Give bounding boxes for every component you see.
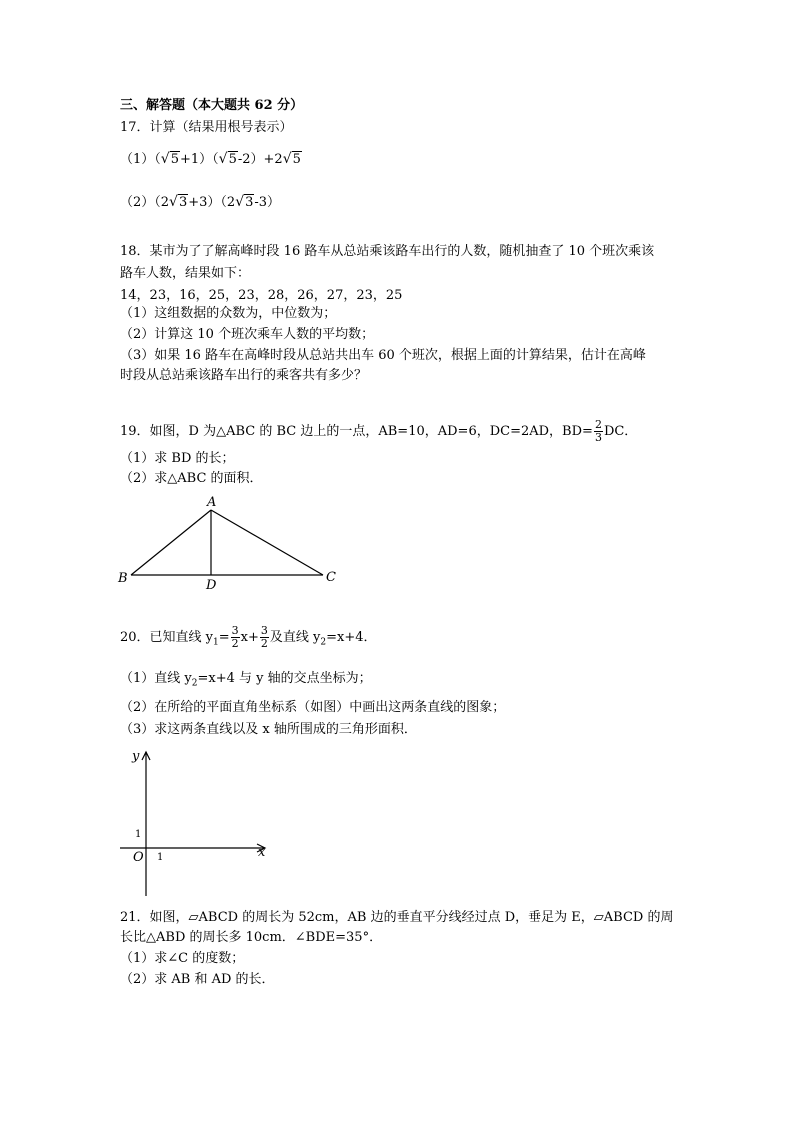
fraction-three-halves-a: $\frac{3}{2}$ (231, 624, 239, 650)
label-c: C (326, 570, 336, 585)
fraction-three-halves-b: $\frac{3}{2}$ (260, 624, 268, 650)
q18-line1: 18．某市为了了解高峰时段 16 路车从总站乘该路车出行的人数，随机抽查了 10 个班次乘该 (120, 244, 655, 259)
q21-sub1: （1）求∠C 的度数； (120, 951, 245, 966)
q19-sub2: （2）求△ABC 的面积． (120, 471, 263, 486)
q17-stem: 17．计算（结果用根号表示） (120, 120, 293, 135)
y-unit-label: 1 (135, 829, 142, 840)
q19-stem: 19．如图，D 为△ABC 的 BC 边上的一点，AB=10，AD=6，DC=2AD，BD= $\frac{2}{3}$ DC． (120, 418, 638, 444)
side-ab (131, 510, 211, 575)
q18-data: 14，23，16，25，23，28，26，27，23，25 (120, 288, 403, 303)
coordinate-axes (110, 740, 280, 900)
x-axis-label: x (258, 845, 266, 860)
q18-line2: 路车人数，结果如下： (120, 266, 251, 281)
q21-sub2: （2）求 AB 和 AD 的长． (120, 972, 275, 987)
label-a: A (207, 495, 217, 510)
q18-sub3b: 时段从总站乘该路车出行的乘客共有多少？ (120, 368, 368, 383)
triangle-figure (110, 492, 350, 592)
sqrt-3-b: √3 (235, 194, 254, 210)
q17-part1: （1）（√5+1）（√5-2）+2√5 (120, 151, 301, 167)
section-title: 三、解答题（本大题共 62 分） (120, 98, 304, 113)
sqrt-3-a: √3 (169, 194, 188, 210)
fraction-two-thirds: $\frac{2}{3}$ (594, 418, 602, 444)
q18-sub3a: （3）如果 16 路车在高峰时段从总站共出车 60 个班次，根据上面的计算结果，估计在高峰 (120, 348, 646, 363)
x-unit-label: 1 (157, 852, 164, 863)
q21-line2: 长比△ABD 的周长多 10cm．∠BDE=35°． (120, 930, 383, 945)
y-axis-label: y (132, 749, 140, 764)
sqrt-5-c: √5 (282, 151, 301, 167)
q17-part2: （2）（2√3+3）（2√3-3） (120, 194, 281, 210)
label-b: B (118, 571, 128, 586)
q21-line1: 21．如图，▱ABCD 的周长为 52cm，AB 边的垂直平分线经过点 D，垂足为 E，▱ABCD 的周 (120, 910, 674, 925)
q20-stem: 20．已知直线 $y_1=$ $\frac{3}{2}$ x+ $\frac{3}{2}$ 及直线 $y_2=x+4$． (120, 624, 377, 650)
side-ac (211, 510, 323, 575)
q20-sub3: （3）求这两条直线以及 x 轴所围成的三角形面积． (120, 722, 417, 737)
origin-label: O (133, 850, 144, 865)
sqrt-5-b: √5 (218, 151, 237, 167)
q19-sub1: （1）求 BD 的长； (120, 451, 235, 466)
sqrt-5-a: √5 (160, 151, 179, 167)
q20-sub1: （1）直线 $y_2=x+4$ 与 y 轴的交点坐标为； (120, 671, 372, 689)
q20-sub2: （2）在所给的平面直角坐标系（如图）中画出这两条直线的图象； (120, 700, 506, 715)
q18-sub1: （1）这组数据的众数为，中位数为； (120, 306, 337, 321)
label-d: D (206, 578, 217, 592)
q18-sub2: （2）计算这 10 个班次乘车人数的平均数； (120, 327, 375, 342)
